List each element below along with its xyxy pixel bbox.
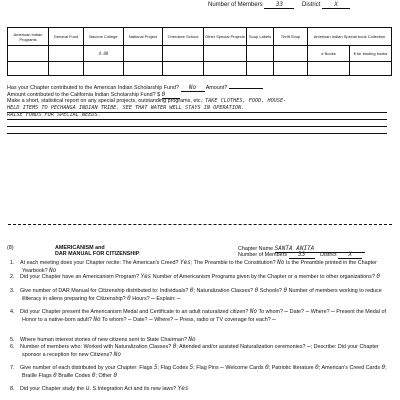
question-text: ; Naturalization Classes?	[193, 288, 254, 294]
scholarship-a2: 0	[162, 91, 180, 99]
cell-empty	[49, 62, 84, 76]
answer: 0	[315, 364, 319, 371]
scholarship-a1: No	[181, 84, 205, 92]
section-divider	[8, 224, 392, 225]
col-cherokee-school: Cherokee School	[163, 28, 204, 46]
answer: 0	[53, 371, 57, 379]
cell-empty	[8, 62, 49, 76]
answer: 5	[189, 364, 194, 371]
question-4	[10, 308, 392, 323]
question-number: 1.	[10, 260, 15, 266]
answer: 0	[254, 287, 259, 294]
cell-binding-value	[350, 62, 392, 76]
question-1	[10, 259, 392, 274]
col-thrift-shop: Thrift Shop	[274, 28, 308, 46]
question-number: 3.	[10, 288, 15, 294]
question-text: ; The Preamble to the Constitution?	[190, 260, 276, 266]
question-7	[10, 364, 392, 379]
scholarship-q3-text: Make a short, statistical report on any special projects, outstanding programs, etc.:	[7, 98, 204, 104]
answer: 0	[381, 364, 386, 371]
question-text: Where?	[310, 309, 330, 315]
question-text: ; Describe:	[310, 344, 337, 350]
col-bacone-college: Bacone College	[84, 28, 124, 46]
question-text: Hours?	[132, 295, 150, 302]
question-text: Number of members who: Worked with Naturalization Classes?	[20, 344, 172, 350]
cell-binding-header: $ for binding books	[350, 46, 392, 62]
answer: Yes	[180, 259, 191, 266]
question-text: Schools?	[259, 288, 282, 294]
cell-national-project	[124, 46, 163, 62]
question-text: To whom?	[101, 316, 127, 323]
col-soup-labels: Soup Labels	[247, 28, 274, 46]
answer: —	[272, 315, 276, 323]
answer: —	[177, 294, 181, 302]
section-district-value: X	[338, 251, 362, 259]
scholarship-a3-line1: TAKE CLOTHES, FOOD, HOUSE-	[205, 98, 287, 104]
answer: 0	[376, 273, 380, 280]
question-text: Give number of each distributed by your Chapter: Flags	[20, 365, 153, 371]
question-text: Braille Codes	[58, 372, 91, 379]
col-other-special-projects: Other Special Projects	[204, 28, 247, 46]
cell-empty	[163, 62, 204, 76]
top-district-label: District	[302, 2, 321, 8]
question-text: Explain:	[156, 295, 176, 302]
scholarship-q3	[7, 98, 286, 105]
section-district-label: District	[320, 252, 337, 258]
section-title-1: AMERICANISM and	[55, 245, 105, 251]
answer: No	[93, 315, 101, 323]
answer: 0	[283, 287, 288, 294]
answer: —	[331, 308, 335, 315]
answer: —	[306, 343, 311, 350]
scholarship-amount-blank	[229, 88, 263, 89]
cell-thrift-shop	[274, 46, 308, 62]
cell-books-value	[308, 62, 350, 76]
question-text: Is the Preamble printed in the Chapter Yearbook?	[22, 260, 377, 274]
question-8	[10, 385, 392, 393]
chapter-name-value: SANTA ANITA	[275, 245, 365, 253]
cell-general-fund	[49, 46, 84, 62]
scholarship-q1-text: Has your Chapter contributed to the American Indian Scholarship Fund?	[7, 85, 179, 91]
top-members-row	[208, 1, 350, 9]
section-members-label: Number of Members	[238, 252, 288, 258]
question-number: 7.	[10, 365, 15, 371]
question-text: Press, radio or TV coverage for each?	[179, 316, 271, 323]
question-text: Number of Americanism Programs given by the Chapter or a member to other organizations?	[152, 274, 375, 280]
answer: 0	[127, 294, 131, 302]
question-text: Did your Chapter sponsor a reception for new Citizens?	[22, 344, 379, 358]
question-text: ; Braille Flags	[22, 365, 387, 379]
blank-line	[7, 133, 387, 134]
question-text: Did your Chapter present the Americanism Medal and Certificate to an adult naturalized citizen?	[20, 309, 249, 315]
question-number: 8.	[10, 386, 15, 392]
answer: No	[188, 336, 196, 343]
answer: —	[149, 315, 153, 323]
cell-soup-labels	[247, 46, 274, 62]
question-text: Date?	[133, 316, 148, 323]
section-number: (8)	[7, 245, 14, 251]
contributions-table	[7, 27, 392, 76]
question-text: ; Other	[95, 372, 112, 379]
question-text: ; American's Creed Cards	[318, 365, 381, 371]
question-text: Where human interest stories of new citizens sent to State Chairman?	[20, 337, 187, 343]
scholarship-a3-line2: HELD ITEMS TO PECHANGA INDIAN TRIBE. SEE THAT WATER WELL STAYS IN OPERATION.	[7, 105, 387, 113]
answer: —	[284, 308, 289, 315]
answer: No	[249, 308, 258, 315]
cell-empty	[124, 62, 163, 76]
question-text: Give number of DAR Manual for Citizenship distributed to: Individuals?	[20, 288, 189, 294]
question-6	[10, 343, 392, 358]
question-text: Where?	[154, 316, 174, 323]
answer: —	[305, 308, 310, 315]
question-text: ; Attended and/or assisted Naturalization ceremonies?	[176, 344, 306, 350]
top-district-value: X	[322, 1, 350, 9]
top-members-value: 33	[264, 1, 294, 9]
question-text: At each meeting does your Chapter recite: The American's Creed?	[20, 260, 179, 266]
question-number: 4.	[10, 309, 15, 315]
question-3	[10, 287, 392, 302]
col-general-fund: General Fund	[49, 28, 84, 46]
col-special-book-collection: American Indian Special book Collection	[308, 28, 392, 46]
cell-books-header: # Books	[308, 46, 350, 62]
question-2	[10, 273, 392, 281]
question-text: Did your Chapter have an Americanism Program?	[20, 274, 139, 280]
scholarship-q2-text: Amount contributed to the California Indian Scholarship Fund? $	[7, 92, 161, 98]
question-text: ; Flag Codes	[157, 365, 189, 371]
answer: —	[151, 294, 155, 302]
question-text: Number of members working to reduce illiteracy in aliens preparing for Citizenship?	[22, 288, 382, 302]
answer: —	[174, 315, 179, 323]
cell-other-projects	[204, 46, 247, 62]
question-text: Date?	[289, 309, 305, 315]
top-members-label: Number of Members	[208, 2, 263, 8]
answer: 0	[113, 371, 118, 379]
question-text: Welcome Cards	[225, 365, 264, 371]
cell-ai-programs	[8, 46, 49, 62]
question-number: 5.	[10, 337, 15, 343]
section-members-row	[238, 251, 362, 259]
answer: No	[277, 259, 285, 266]
answer: No	[49, 266, 57, 274]
question-text: To whom?	[258, 309, 284, 315]
cell-empty	[204, 62, 247, 76]
answer: 0	[189, 287, 194, 294]
question-number: 2.	[10, 274, 15, 280]
answer: Yes	[177, 385, 189, 392]
blank-line	[7, 126, 387, 127]
question-text: ; Patriotic literature	[268, 365, 314, 371]
answer: 0	[172, 343, 177, 350]
question-text: Present the Medal of Honor to a native-born adult?	[22, 309, 386, 323]
answer: 0	[265, 364, 269, 371]
section-members-value: 33	[289, 251, 315, 259]
answer: 5	[153, 364, 158, 371]
question-text: ; Flag Pins	[193, 365, 219, 371]
answer: —	[220, 364, 224, 371]
scholarship-amount-label: Amount?	[205, 85, 228, 91]
scholarship-a3-line3: RAISE FUNDS FOR SPECIAL NEEDS.	[7, 112, 387, 120]
section-title-2: DAR MANUAL FOR CITIZENSHIP	[55, 251, 140, 257]
cell-empty	[84, 62, 124, 76]
chapter-name-label: Chapter Name	[238, 246, 274, 252]
question-text: Did your Chapter study the U. S.Integration Act and its new laws?	[20, 386, 177, 392]
cell-bacone-value: 4.00	[84, 46, 124, 62]
answer: 0	[91, 371, 96, 379]
answer: No	[113, 350, 121, 358]
cell-cherokee-school	[163, 46, 204, 62]
col-national-project: National Project	[124, 28, 163, 46]
cell-empty	[274, 62, 308, 76]
cell-empty	[247, 62, 274, 76]
question-number: 6.	[10, 344, 15, 350]
answer: Yes	[140, 273, 152, 280]
answer: —	[128, 315, 132, 323]
col-american-indian-programs: American Indian Programs	[8, 28, 49, 46]
